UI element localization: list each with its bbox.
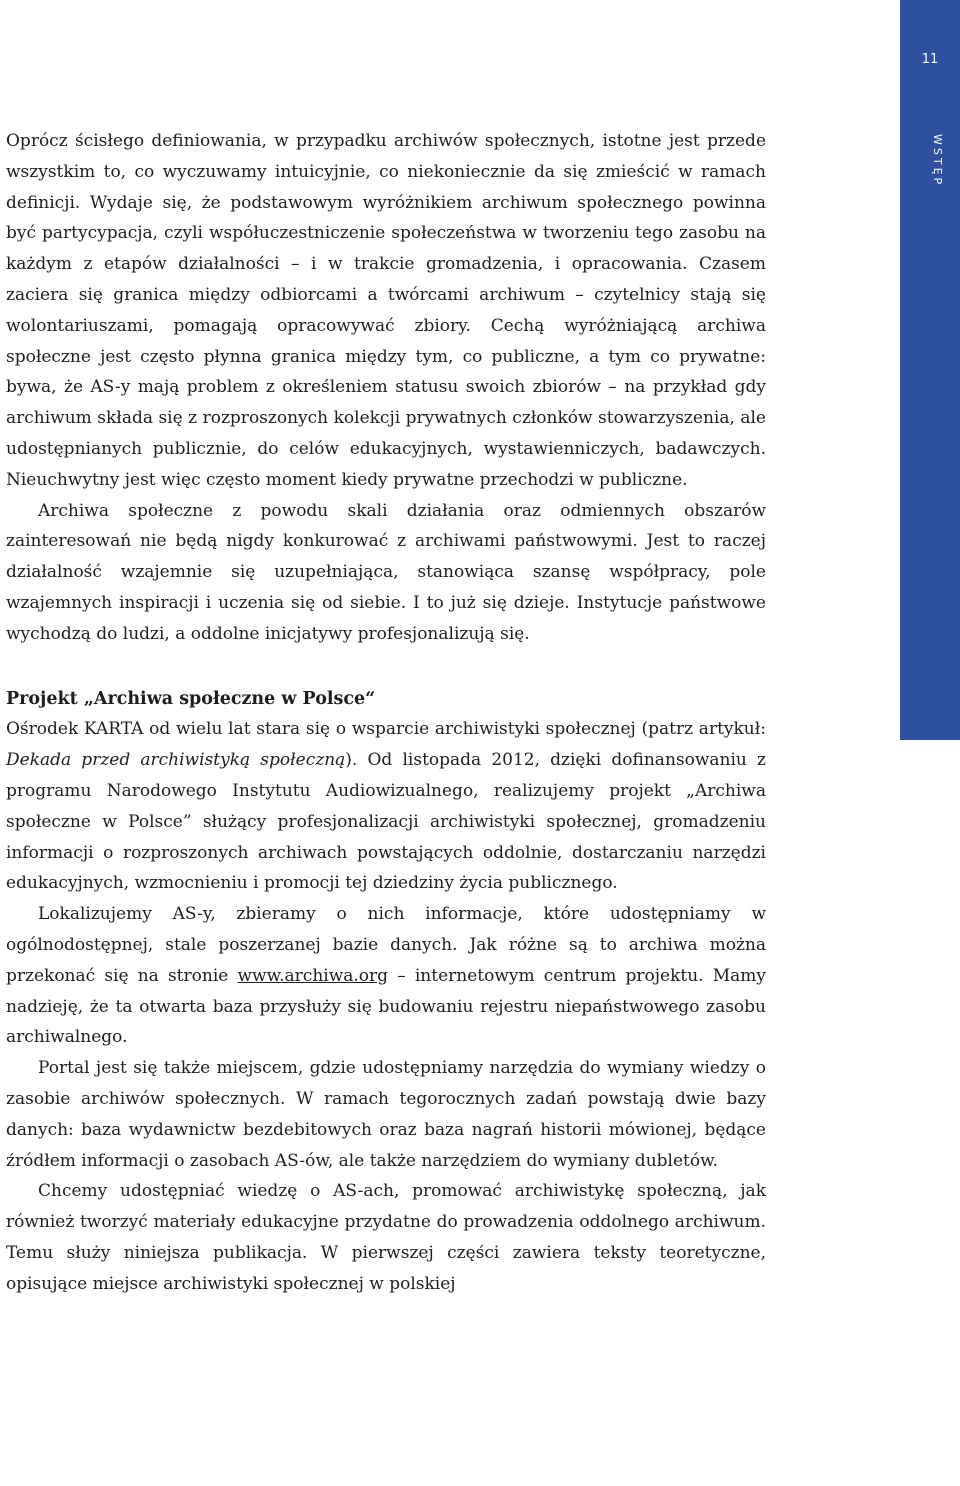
closing-paragraph: Chcemy udostępniać wiedzę o AS-ach, promować archiwistykę społeczną, jak również tworzyć materiały edukacyjne przydatne do prowadzenia oddolnego archiwum. Temu służy niniejsza publikacja. W pierwszej części zawiera teksty teoretyczne, opisujące miejsce archiwistyki społecznej w polskiej (6, 1181, 766, 1294)
article-title-reference: Dekada przed archiwistyką społeczną (6, 750, 346, 771)
project-paragraph-2-continuation: – internetowym centrum projektu. Mamy nadzieję, że ta otwarta baza przysłuży się budowaniu rejestru niepaństwowego zasobu archiwalnego. (6, 965, 766, 1048)
intro-section (6, 126, 766, 650)
intro-paragraph-2: Archiwa społeczne z powodu skali działania oraz odmiennych obszarów zainteresowań nie będą nigdy konkurować z archiwami państwowymi. Jest to raczej działalność wzajemnie się uzupełniająca, stanowiąca szansę współpracy, pole wzajemnych inspiracji i uczenia się od siebie. I to już się dzieje. Instytucje państwowe wychodzą do ludzi, a oddolne inicjatywy profesjonalizują się. (6, 500, 766, 644)
section-label: WSTĘP (931, 134, 944, 188)
project-paragraph-1 (6, 714, 766, 899)
project-paragraph-1-text: Ośrodek KARTA od wielu lat stara się o wsparcie archiwistyki społecznej (patrz artykuł: (6, 719, 766, 740)
section-side-tab (900, 0, 960, 740)
project-paragraph-2-text: Lokalizujemy AS-y, zbieramy o nich informacje, które udostępniamy w ogólnodostępnej, stale poszerzanej bazie danych. Jak różne są to archiwa można przekonać się na stronie (6, 904, 766, 986)
project-section (6, 684, 766, 1177)
project-paragraph-2 (6, 899, 766, 1053)
project-paragraph-1-continuation: ). Od listopada 2012, dzięki dofinansowaniu z programu Narodowego Instytutu Audiowizualnego, realizujemy projekt „Archiwa społeczne w Polsce” służący profesjonalizacji archiwistyki społecznej, gromadzeniu informacji o rozproszonych archiwach powstających oddolnie, dostarczaniu narzędzi edukacyjnych, wzmocnieniu i promocji tej dziedziny życia publicznego. (6, 750, 766, 894)
archiwa-website-link[interactable]: www.archiwa.org (237, 965, 389, 986)
intro-paragraph-1: Oprócz ścisłego definiowania, w przypadku archiwów społecznych, istotne jest przede wszystkim to, co wyczuwamy intuicyjnie, co niekoniecznie da się zmieścić w ramach definicji. Wydaje się, że podstawowym wyróżnikiem archiwum społecznego powinna być partycypacja, czyli współuczestniczenie społeczeństwa w tworzeniu tego zasobu na każdym z etapów działalności – i w trakcie gromadzenia, i opracowania. Czasem zaciera się granica między odbiorcami a twórcami archiwum – czytelnicy stają się wolontariuszami, pomagają opracowywać zbiory. Cechą wyróżniającą archiwa społeczne jest często płynna granica między tym, co publiczne, a tym co prywatne: bywa, że AS-y mają problem z określeniem statusu swoich zbiorów – na przykład gdy archiwum składa się z rozproszonych kolekcji prywatnych członków stowarzyszenia, ale udostępnianych publicznie, do celów edukacyjnych, wystawienniczych, badawczych. Nieuchwytny jest więc często moment kiedy prywatne przechodzi w publiczne. (6, 131, 766, 490)
page-number: 11 (921, 52, 939, 67)
project-heading: Projekt „Archiwa społeczne w Polsce“ (6, 688, 376, 709)
project-paragraph-3: Portal jest się także miejscem, gdzie udostępniamy narzędzia do wymiany wiedzy o zasobie archiwów społecznych. W ramach tegorocznych zadań powstają dwie bazy danych: baza wydawnictw bezdebitowych oraz baza nagrań historii mówionej, będące źródłem informacji o zasobach AS-ów, ale także narzędziem do wymiany dubletów. (6, 1058, 766, 1171)
article-body (6, 126, 766, 1299)
